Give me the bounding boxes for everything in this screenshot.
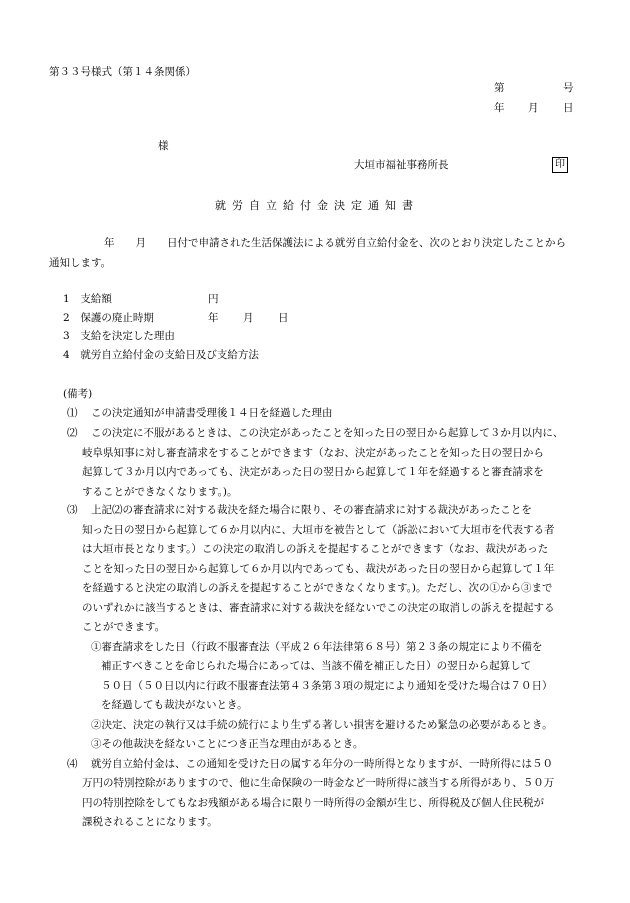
abolition-month: 月	[243, 312, 254, 324]
item-number: 1	[63, 293, 70, 305]
date-day: 日	[563, 102, 574, 114]
note-2-line: 岐阜県知事に対し審査請求をすることができます（なお、決定があったことを知った日の翌日から	[82, 447, 544, 459]
intro-line-1: 年 月 日付で申請された生活保護法による就労自立給付金を、次のとおり決定したことから	[104, 237, 566, 249]
note-2-line: この決定に不服があるときは、この決定があったことを知った日の翌日から起算して３か月以内に、	[91, 427, 564, 439]
document-title: 就労自立給付金決定通知書	[215, 199, 419, 212]
item-number: 4	[63, 349, 70, 361]
note-3-subitem-1: 補正すべきことを命じられた場合にあっては、当該不備を補正した日）の翌日から起算して	[101, 660, 532, 672]
date-month: 月	[528, 102, 539, 114]
note-3-subitem-2: ②決定、決定の執行又は手続の続行により生ずる著しい損害を避けるため緊急の必要があるとき。	[91, 719, 553, 731]
item-label: 支給額	[80, 293, 112, 305]
note-1-number: ⑴	[67, 407, 78, 419]
document-number-label: 第	[494, 82, 505, 94]
note-3-subitem-1: ５０日（５０日以内に行政不服審査法第４３条第３項の規定により通知を受けた場合は７０日）	[101, 680, 553, 692]
notes-heading: (備考)	[63, 388, 93, 400]
note-3-line: は大垣市長となります。）この決定の取消しの訴えを提起することができます（なお、裁決があった	[82, 543, 549, 555]
date-year: 年	[494, 102, 505, 114]
note-3-subitem-1: ①審査請求をした日（行政不服審査法（平成２６年法律第６８号）第２３条の規定により不備を	[91, 641, 543, 653]
item-4	[63, 350, 259, 361]
document-number-suffix: 号	[563, 82, 574, 94]
item-2	[63, 313, 154, 324]
abolition-year: 年	[208, 312, 219, 324]
note-3-line: ことを知った日の翌日から起算して６か月以内であっても、裁決があった日の翌日から起算して１年	[82, 563, 555, 575]
note-3-line: ことができます。	[82, 621, 166, 633]
form-number: 第３３号様式（第１４条関係）	[49, 66, 196, 78]
note-3-line: 上記⑵の審査請求に対する裁決を経た場合に限り、その審査請求に対する裁決があったことを	[91, 504, 532, 516]
amount-unit: 円	[208, 293, 219, 305]
abolition-day: 日	[278, 312, 289, 324]
item-label: 就労自立給付金の支給日及び支給方法	[80, 349, 259, 361]
item-label: 保護の廃止時期	[80, 312, 154, 324]
sender-title: 大垣市福祉事務所長	[354, 159, 449, 171]
note-4-line: 円の特別控除をしてもなお残額がある場合に限り一時所得の金額が生じ、所得税及び個人住民税が	[82, 797, 544, 809]
item-number: 3	[63, 330, 70, 342]
note-2-line: することができなくなります。)。	[82, 486, 238, 498]
note-3-line: を経過すると決定の取消しの訴えを提起することができなくなります。)。ただし、次の①から③まで	[82, 582, 553, 594]
note-3-number: ⑶	[67, 504, 78, 516]
note-4-line: 課税されることになります。	[82, 816, 218, 828]
note-4-line: 万円の特別控除がありますので、他に生命保険の一時金など一時所得に該当する所得があり、５０万	[82, 777, 555, 789]
intro-line-2: 通知します。	[49, 257, 112, 269]
note-2-number: ⑵	[67, 427, 78, 439]
note-3-subitem-1: を経過しても裁決がないとき。	[101, 699, 248, 711]
item-3	[63, 331, 175, 342]
note-2-line: 起算して３か月以内であっても、決定があった日の翌日から起算して１年を経過すると審査請求を	[82, 466, 544, 478]
note-3-subitem-3: ③その他裁決を経ないことにつき正当な理由があるとき。	[91, 738, 364, 750]
item-1	[63, 294, 112, 305]
note-3-line: 知った日の翌日から起算して６か月以内に、大垣市を被告として（訴訟において大垣市を代表する者	[82, 524, 555, 536]
note-1-line: この決定通知が申請書受理後１４日を経過した理由	[91, 407, 333, 419]
item-number: 2	[63, 312, 70, 324]
note-4-line: 就労自立給付金は、この通知を受けた日の属する年分の一時所得となりますが、一時所得には５０	[91, 758, 553, 770]
note-3-line: のいずれかに該当するときは、審査請求に対する裁決を経ないでこの決定の取消しの訴えを提起する	[82, 602, 555, 614]
addressee-honorific: 様	[158, 140, 169, 152]
item-label: 支給を決定した理由	[80, 330, 175, 342]
note-4-number: ⑷	[67, 758, 78, 770]
seal-mark: 印	[552, 157, 568, 173]
